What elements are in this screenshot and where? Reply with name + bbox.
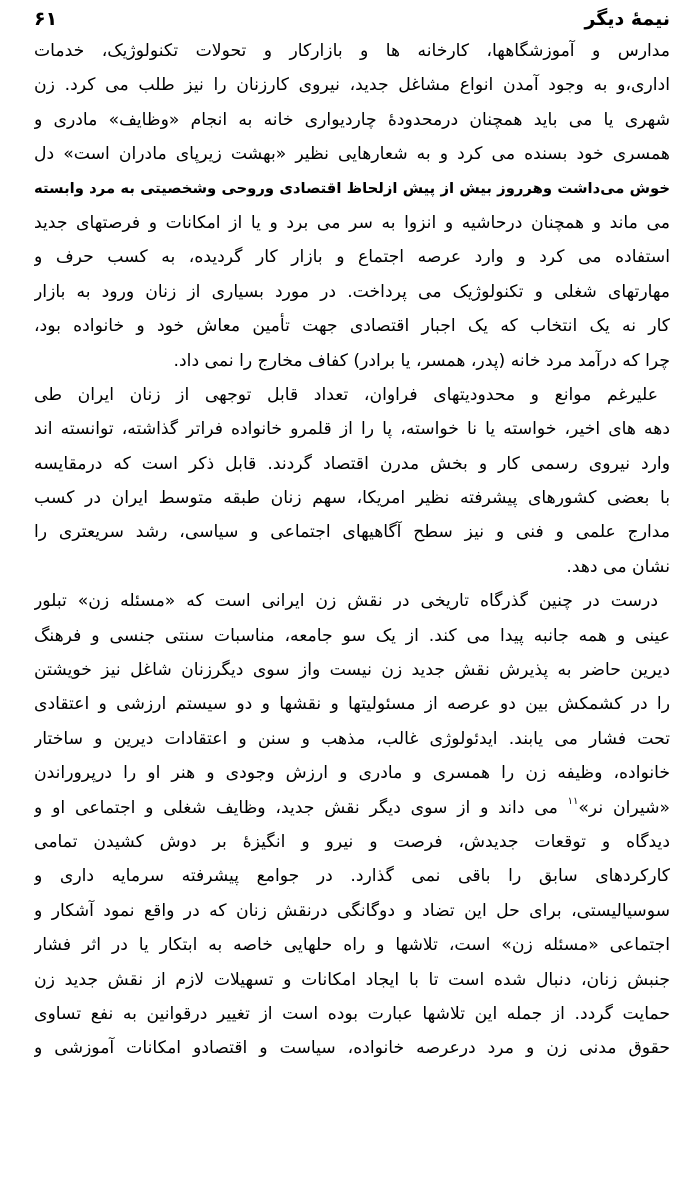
text-line: کار نه یک انتخاب که یک اجبار اقتصادی جهت تأمین معاش خود و خانواده بود، — [34, 316, 670, 337]
paragraph-end-line: نشان می دهد. — [566, 556, 670, 577]
text-line: با بعضی کشورهای پیشرفته نظیر امریکا، سهم زنان طبقه متوسط ایران در کسب — [34, 488, 670, 509]
paragraph-end-line: چرا که درآمد مرد خانه (پدر، همسر، یا برادر) کفاف مخارج را نمی داد. — [173, 350, 670, 371]
text-line: حقوق مدنی زن و مرد درعرصه خانواده، سیاست و اقتصادو امکانات آموزشی و — [34, 1038, 670, 1059]
text-line: سوسیالیستی، برای حل این تضاد و دوگانگی درنقش زنان که در واقع نمود آشکار و — [34, 900, 670, 921]
text-line: کارکردهای سابق را باقی نمی گذارد. در جوامع پیشرفته سرمایه داری و — [34, 866, 670, 887]
text-line: شهری یا می باید همچنان درمحدودهٔ چاردیواری خانه به انجام «وظایف» مادری و — [34, 109, 670, 130]
text-line: تحت فشار می یابند. ایدئولوژی غالب، مذهب و سنن و اعتقادات دیرین و ساختار — [34, 728, 670, 749]
text-line: عینی و همه جانبه پیدا می کند. از یک سو جامعه، مناسبات سنتی جنسی و فرهنگ — [34, 625, 670, 646]
text-line: می ماند و همچنان درحاشیه و انزوا به سر می برد و یا از امکانات و فرصتهای جدید — [34, 212, 670, 233]
text-line: دهه های اخیر، خواسته یا نا خواسته، پا را از قلمرو خانواده فراتر گذاشته، توانسته اند — [34, 419, 670, 440]
text-line: دیدگاه و توقعات جدیدش، فرصت و نیرو و انگیزهٔ بر دوش کشیدن تمامی — [34, 831, 670, 852]
text-line: حمایت گردد. از جمله این تلاشها عبارت بوده است از تغییر درقوانین به نفع تساوی — [34, 1003, 670, 1024]
text-line: خانواده، وظیفه زن را همسری و مادری و ارزش وجودی و هنر او را درپروراندن — [34, 763, 670, 784]
page-header — [34, 4, 670, 34]
footnote-marker: ۱۱ — [567, 795, 579, 807]
page-number: ۶۱ — [34, 8, 58, 30]
paragraph-start-line: درست در چنین گذرگاه تاریخی در نقش زن ایرانی است که «مسئله زن» تبلور — [34, 591, 658, 612]
text-line: استفاده می کرد و وارد عرصه اجتماع و بازار کار گردیده، به کسب حرف و — [34, 247, 670, 268]
text-line: مهارتهای شغلی و تکنولوژیک می پرداخت. در مورد بسیاری از زنان ورود به بازار — [34, 281, 670, 302]
text-line: اجتماعی «مسئله زن» است، تلاشها و راه حلهایی خاصه به ابتکار یا در اثر فشار — [34, 935, 670, 956]
text-line: دیرین حاضر به پذیرش نقش جدید زن نیست واز سوی دیگرزنان شاغل نیز خویشتن — [34, 660, 670, 681]
text-line: جنبش زنان، دنبال شده است تا با ایجاد امکانات و تسهیلات لازم از نقش جدید زن — [34, 969, 670, 990]
text-line: همسری خود بسنده می کرد و به شعارهایی نظیر «بهشت زیرپای مادران است» دل — [34, 144, 670, 165]
text-line: وارد نیروی رسمی کار و بخش مدرن اقتصاد گردند. قابل ذکر است که درمقایسه — [34, 453, 670, 474]
text-line: اداری،و به وجود آمدن انواع مشاغل جدید، نیروی کارزنان را نیز طلب می کرد. زن — [34, 75, 670, 96]
text-line: خوش می‌داشت وهرروز بیش از پیش ازلحاظ اقتصادی وروحی وشخصیتی به مرد وابسته — [34, 179, 670, 197]
text-line-with-footnote — [34, 791, 670, 825]
running-title: نیمهٔ دیگر — [584, 8, 670, 30]
quoted-phrase: «شیران نر» — [578, 797, 670, 818]
text-line: مدارج علمی و فنی و نیز سطح آگاهیهای اجتماعی و سیاسی، رشد سریعتری را — [34, 522, 670, 543]
line-continuation: می داند و از سوی دیگر نقش جدید، وظایف شغلی و اجتماعی او و — [34, 797, 568, 818]
text-line: را در کشمکش بین دو عرصه از مسئولیتها و نقشها و دو سیستم ارزشی و اعتقادی — [34, 694, 670, 715]
text-line: مدارس و آموزشگاهها، کارخانه ها و بازارکار و تحولات تکنولوژیک، خدمات — [34, 41, 670, 61]
paragraph-start-line: علیرغم موانع و محدودیتهای فراوان، تعداد قابل توجهی از زنان ایران طی — [34, 384, 658, 405]
body-text — [34, 34, 670, 1066]
